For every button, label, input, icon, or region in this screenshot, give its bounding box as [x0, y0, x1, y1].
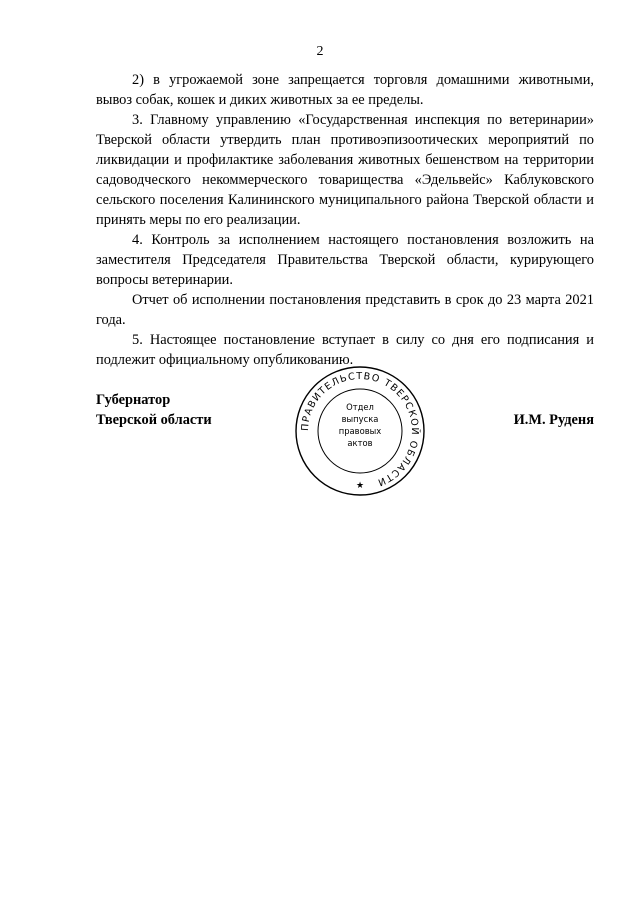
page-number: 2	[316, 44, 324, 59]
stamp-center-line4: актов	[347, 438, 373, 448]
stamp-ring-text: ПРАВИТЕЛЬСТВО ТВЕРСКОЙ ОБЛАСТИ	[299, 370, 421, 488]
paragraph-item-3: 3. Главному управлению «Государственная инспекция по ветеринарии» Тверской области утвердить план противоэпизоотических мероприятий по ликвидации и профилактике заболевания животных бешенством на территории садоводческого некоммерческого товарищества «Эдельвейс» Каблуковского сельского поселения Калининского муниципального района Тверской области и принять меры по его реализации.	[96, 112, 594, 228]
paragraph-report-deadline: Отчет об исполнении постановления представить в срок до 23 марта 2021 года.	[96, 292, 594, 328]
paragraph-item-2: 2) в угрожаемой зоне запрещается торговля домашними животными, вывоз собак, кошек и диких животных за ее пределы.	[96, 72, 594, 108]
signature-block	[96, 370, 594, 496]
stamp-center-line1: Отдел	[346, 402, 374, 412]
signatory-title-line1: Губернатор	[96, 392, 171, 408]
signatory-title-line2: Тверской области	[96, 412, 212, 428]
signatory-name: И.М. Руденя	[513, 412, 594, 428]
stamp-star-icon: ★	[355, 481, 365, 491]
document-body	[96, 70, 594, 370]
paragraph-item-4: 4. Контроль за исполнением настоящего постановления возложить на заместителя Председателя Правительства Тверской области, курирующего вопросы ветеринарии.	[96, 232, 594, 288]
stamp-center-line2: выпуска	[341, 414, 379, 424]
stamp-center-line3: правовых	[338, 426, 382, 436]
signatory-title	[96, 390, 212, 430]
official-stamp	[293, 364, 427, 498]
paragraph-item-5: 5. Настоящее постановление вступает в силу со дня его подписания и подлежит официальному опубликованию.	[96, 332, 594, 368]
stamp-seal-icon	[293, 364, 427, 498]
